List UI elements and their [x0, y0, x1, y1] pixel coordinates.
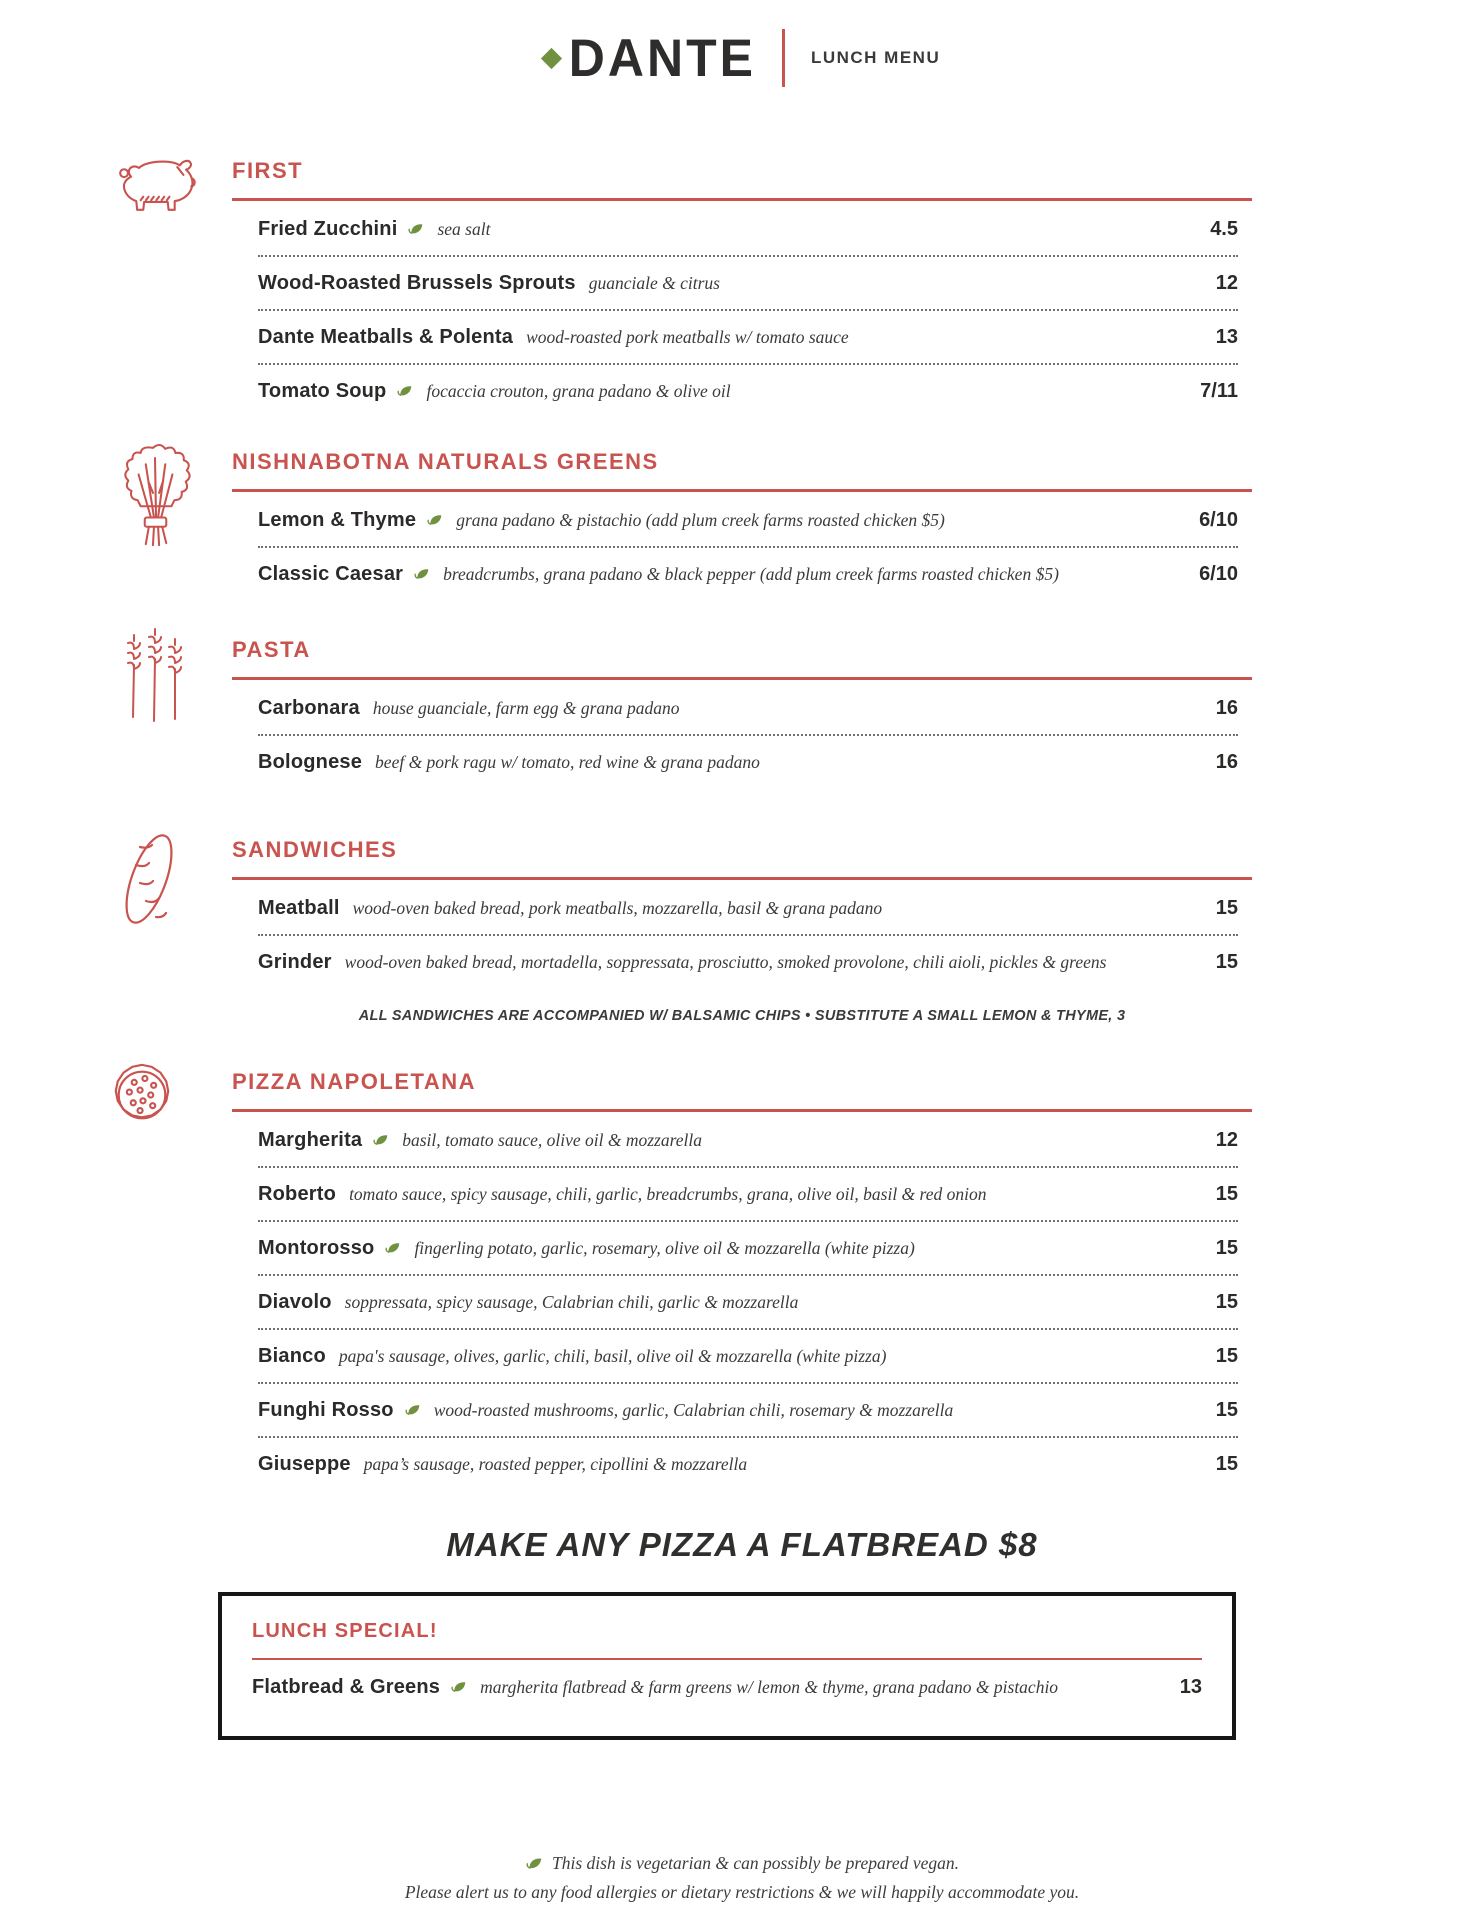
section-underline [232, 877, 1252, 880]
menu-item-list [258, 882, 1238, 988]
section-pasta [232, 639, 1252, 788]
menu-item-row [258, 1114, 1238, 1168]
footer-allergy-note: Please alert us to any food allergies or dietary restrictions & we will happily accommodate you. [404, 1881, 1080, 1902]
menu-content [232, 160, 1252, 1740]
section-title-greens: NISHNABOTNA NATURALS GREENS [232, 449, 659, 474]
menu-item-list [258, 203, 1238, 417]
menu-footer [0, 1850, 1484, 1906]
veg-leaf-icon [396, 384, 413, 398]
item-name: Roberto [258, 1182, 337, 1205]
item-price: 13 [1179, 1675, 1202, 1698]
item-price: 12 [1215, 1128, 1238, 1151]
menu-item-row [258, 311, 1238, 365]
item-name: Dante Meatballs & Polenta [258, 325, 514, 348]
menu-item-row [258, 1330, 1238, 1384]
item-price: 16 [1215, 696, 1238, 719]
item-name: Bianco [258, 1344, 326, 1367]
menu-item-row [258, 365, 1238, 417]
menu-item-row [258, 203, 1238, 257]
item-price: 15 [1215, 1236, 1238, 1259]
sandwiches-note: ALL SANDWICHES ARE ACCOMPANIED W/ BALSAMIC CHIPS • SUBSTITUTE A SMALL LEMON & THYME, 3 [358, 1008, 1126, 1024]
item-name: Fried Zucchini [258, 217, 398, 240]
menu-item-row [258, 1438, 1238, 1490]
veg-leaf-icon [404, 1403, 421, 1417]
menu-item-row [258, 1384, 1238, 1438]
menu-item-row [258, 682, 1238, 736]
item-name: Grinder [258, 950, 332, 973]
item-description: margherita flatbread & farm greens w/ lemon & thyme, grana padano & pistachio [480, 1676, 1059, 1697]
veg-leaf-icon [525, 1856, 543, 1871]
item-price: 15 [1215, 1398, 1238, 1421]
menu-item-list [258, 494, 1238, 600]
menu-item-row [258, 548, 1238, 600]
item-name: Flatbread & Greens [252, 1675, 441, 1698]
menu-item-list [258, 682, 1238, 788]
item-description: breadcrumbs, grana padano & black pepper (add plum creek farms roasted chicken $5) [443, 563, 1059, 584]
menu-item-row [252, 1664, 1202, 1710]
menu-item-row [258, 257, 1238, 311]
section-title-sandwiches: SANDWICHES [232, 837, 398, 862]
veg-leaf-icon [413, 567, 430, 581]
item-price: 15 [1215, 1344, 1238, 1367]
baguette-icon [110, 825, 188, 938]
section-greens [232, 451, 1252, 600]
section-underline [232, 198, 1252, 201]
lunch-special-title: LUNCH SPECIAL! [252, 1620, 438, 1642]
menu-item-row [258, 736, 1238, 788]
section-sandwiches [232, 839, 1252, 1024]
menu-item-row [258, 1222, 1238, 1276]
dante-logo [544, 28, 756, 88]
item-price: 13 [1215, 325, 1238, 348]
menu-item-row [258, 936, 1238, 988]
item-description: fingerling potato, garlic, rosemary, olive oil & mozzarella (white pizza) [414, 1237, 915, 1258]
menu-header [0, 0, 1484, 90]
flatbread-banner: MAKE ANY PIZZA A FLATBREAD $8 [446, 1526, 1038, 1563]
greens-bunch-icon [114, 441, 196, 556]
item-description: wood-roasted mushrooms, garlic, Calabrian chili, rosemary & mozzarella [433, 1399, 954, 1420]
item-description: wood-roasted pork meatballs w/ tomato sauce [526, 326, 849, 347]
header-divider [782, 29, 785, 87]
veg-leaf-icon [407, 222, 424, 236]
menu-item-row [258, 882, 1238, 936]
item-price: 7/11 [1200, 379, 1238, 402]
veg-leaf-icon [384, 1241, 401, 1255]
item-price: 15 [1215, 1290, 1238, 1313]
menu-subtitle: LUNCH MENU [810, 48, 941, 67]
item-price: 6/10 [1199, 562, 1238, 585]
pig-icon [104, 152, 200, 229]
item-name: Giuseppe [258, 1452, 351, 1475]
item-name: Wood-Roasted Brussels Sprouts [258, 271, 576, 294]
item-price: 16 [1215, 750, 1238, 773]
item-description: guanciale & citrus [588, 272, 720, 293]
lunch-special-box [218, 1592, 1236, 1740]
item-price: 15 [1215, 1452, 1238, 1475]
logo-text: DANTE [568, 28, 756, 88]
item-name: Meatball [258, 896, 340, 919]
item-price: 4.5 [1210, 217, 1238, 240]
item-name: Carbonara [258, 696, 360, 719]
item-name: Lemon & Thyme [258, 508, 417, 531]
item-name: Montorosso [258, 1236, 375, 1259]
menu-item-list [252, 1664, 1202, 1710]
item-description: papa’s sausage, roasted pepper, cipollini & mozzarella [363, 1453, 748, 1474]
section-underline [232, 489, 1252, 492]
item-description: beef & pork ragu w/ tomato, red wine & grana padano [375, 751, 760, 772]
item-name: Classic Caesar [258, 562, 404, 585]
item-description: house guanciale, farm egg & grana padano [372, 697, 680, 718]
section-title-pizza: PIZZA NAPOLETANA [232, 1069, 476, 1094]
section-underline [232, 1109, 1252, 1112]
wheat-icon [118, 625, 188, 730]
pizza-icon [108, 1061, 176, 1134]
green-diamond-icon [541, 47, 562, 68]
item-description: grana padano & pistachio (add plum creek farms roasted chicken $5) [456, 509, 945, 530]
item-name: Funghi Rosso [258, 1398, 394, 1421]
item-price: 15 [1215, 896, 1238, 919]
veg-leaf-icon [372, 1133, 389, 1147]
veg-leaf-icon [426, 513, 443, 527]
item-price: 12 [1215, 271, 1238, 294]
item-price: 15 [1215, 950, 1238, 973]
section-underline [232, 677, 1252, 680]
item-description: soppressata, spicy sausage, Calabrian chili, garlic & mozzarella [344, 1291, 799, 1312]
item-description: sea salt [437, 218, 491, 239]
section-pizza [232, 1071, 1252, 1490]
item-description: tomato sauce, spicy sausage, chili, garlic, breadcrumbs, grana, olive oil, basil & red onion [349, 1183, 987, 1204]
item-description: basil, tomato sauce, olive oil & mozzarella [402, 1129, 702, 1150]
item-name: Bolognese [258, 750, 363, 773]
footer-veg-note: This dish is vegetarian & can possibly be prepared vegan. [552, 1852, 959, 1873]
menu-item-row [258, 494, 1238, 548]
item-description: focaccia crouton, grana padano & olive oil [426, 380, 731, 401]
item-price: 6/10 [1199, 508, 1238, 531]
section-first [232, 160, 1252, 417]
item-name: Diavolo [258, 1290, 332, 1313]
veg-leaf-icon [450, 1680, 467, 1694]
menu-item-row [258, 1168, 1238, 1222]
menu-item-list [258, 1114, 1238, 1490]
item-description: wood-oven baked bread, mortadella, soppressata, prosciutto, smoked provolone, chili aioli, pickles & greens [344, 951, 1107, 972]
section-title-first: FIRST [232, 158, 304, 183]
item-description: wood-oven baked bread, pork meatballs, mozzarella, basil & grana padano [352, 897, 883, 918]
lunch-special-underline [252, 1658, 1202, 1660]
item-price: 15 [1215, 1182, 1238, 1205]
menu-item-row [258, 1276, 1238, 1330]
item-name: Margherita [258, 1128, 363, 1151]
item-name: Tomato Soup [258, 379, 387, 402]
section-title-pasta: PASTA [232, 637, 311, 662]
item-description: papa's sausage, olives, garlic, chili, basil, olive oil & mozzarella (white pizza) [338, 1345, 887, 1366]
